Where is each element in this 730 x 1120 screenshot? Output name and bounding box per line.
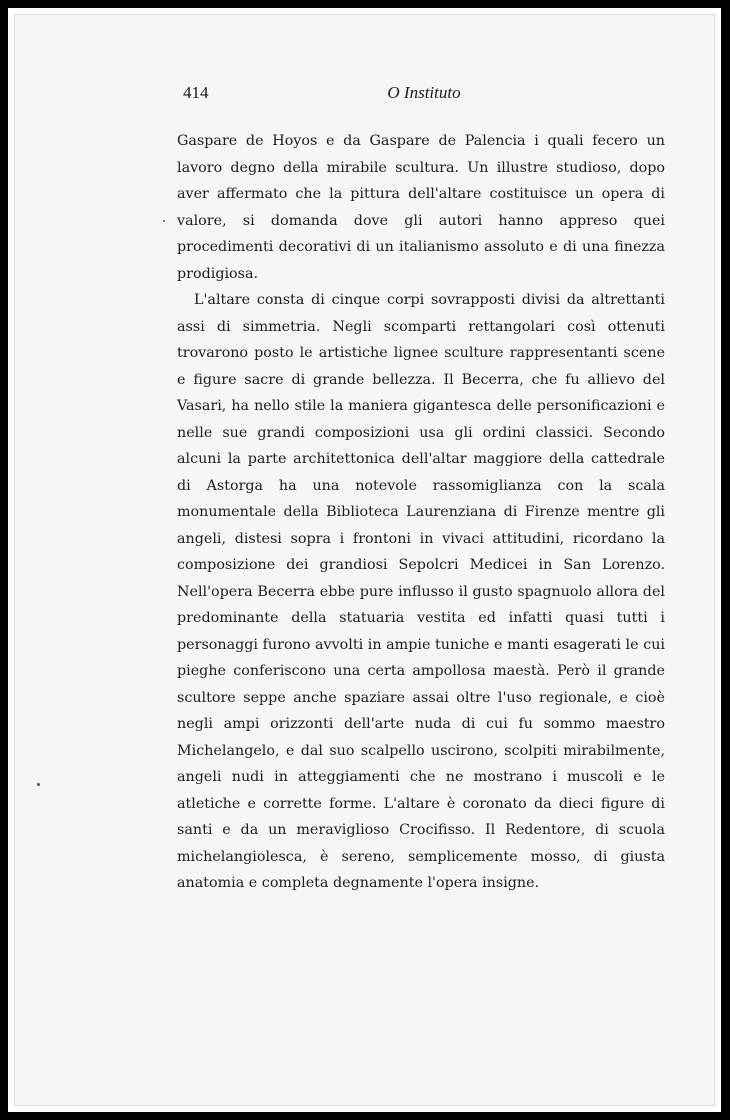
running-title: O Instituto bbox=[387, 83, 461, 102]
scan-speck bbox=[37, 783, 40, 786]
paragraph-continued: Gaspare de Hoyos e da Gaspare de Palencia i quali fecero un lavoro degno della mirabile scultura. Un illustre studioso, dopo aver affermato che la pittura dell'altare costituisce un opera di valore, si domanda dove gli autori hanno appreso quei procedimenti decorativi di un italianismo assoluto e di una finezza prodigiosa. bbox=[177, 133, 665, 282]
paragraph-altare: L'altare consta di cinque corpi sovrapposti divisi da altrettanti assi di simmetria. Negli scomparti rettangolari così ottenuti trovarono posto le artistiche lignee sculture rappresentanti scene e figure sacre di grande bellezza. Il Becerra, che fu allievo del Vasari, ha nello stile la maniera gigantesca delle personificazioni e nelle sue grandi composizioni usa gli ordini classici. Secondo alcuni la parte architettonica dell'altar maggiore della cattedrale di Astorga ha una notevole rassomiglianza con la scala monumentale della Biblioteca Laurenziana di Firenze mentre gli angeli, distesi sopra i frontoni in vivaci attitudini, ricordano la composizione dei grandiosi Sepolcri Medicei in San Lorenzo. Nell'opera Becerra ebbe pure influsso il gusto spagnuolo allora del predominante della statuaria vestita ed infatti quasi tutti i personaggi furono avvolti in ampie tuniche e manti esagerati le cui pieghe conferiscono una certa ampollosa maestà. Però il grande scultore seppe anche spaziare assai oltre l'uso regionale, e cioè negli ampi orizzonti dell'arte nuda di cui fu sommo maestro Michelangelo, e dal suo scalpello uscirono, scolpiti mirabilmente, angeli nudi in atteggiamenti che ne mostrano i muscoli e le atletiche e corrette forme. L'altare è coronato da dieci figure di santi e da un meraviglioso Crocifisso. Il Redentore, di scuola michelangiolesca, è sereno, semplicemente mosso, di giusta anatomia e completa degnamente l'opera insigne. bbox=[177, 292, 665, 891]
scan-speck bbox=[163, 220, 165, 222]
scan-border bbox=[8, 8, 721, 1112]
page-header bbox=[183, 83, 665, 109]
body-text bbox=[177, 128, 665, 897]
book-page bbox=[14, 14, 715, 1106]
page-number: 414 bbox=[183, 83, 209, 102]
